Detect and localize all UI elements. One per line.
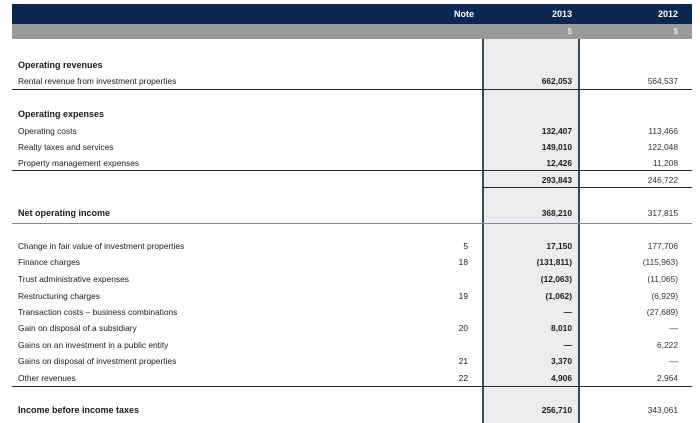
year-2012-header: 2012 — [657, 9, 678, 19]
row-label: Property management expenses — [18, 158, 140, 168]
row-label: Other revenues — [18, 373, 76, 383]
income-before-taxes-2012: 343,061 — [647, 405, 678, 415]
unit-2012: $ — [673, 27, 678, 36]
noi-2013: 368,210 — [541, 208, 572, 218]
section-rule — [12, 223, 692, 224]
net-operating-income-label: Net operating income — [18, 208, 111, 218]
row-value-2013: 149,010 — [541, 142, 572, 152]
row-note: 20 — [458, 323, 468, 333]
row-value-2013: 132,407 — [541, 126, 572, 136]
row-value-2013: 4,906 — [551, 373, 572, 383]
operating-expenses-heading: Operating expenses — [18, 109, 105, 119]
row-label: Realty taxes and services — [18, 142, 114, 152]
row-value-2012: — — [669, 323, 678, 333]
section-rule — [12, 89, 692, 90]
row-value-2012: 122,048 — [647, 142, 678, 152]
row-label: Gains on disposal of investment properties — [18, 356, 177, 366]
row-label: Gain on disposal of a subsidiary — [18, 323, 137, 333]
income-before-taxes-2013: 256,710 — [541, 405, 572, 415]
row-value-2013: 12,426 — [546, 158, 572, 168]
income-before-taxes-label: Income before income taxes — [18, 405, 140, 415]
row-label: Change in fair value of investment properties — [18, 241, 185, 251]
row-note: 22 — [458, 373, 468, 383]
operating-revenues-heading: Operating revenues — [18, 60, 103, 70]
row-note: 21 — [458, 356, 468, 366]
row-value-2012: 6,222 — [657, 340, 678, 350]
unit-2013: $ — [567, 27, 572, 36]
row-label: Transaction costs – business combinations — [18, 307, 178, 317]
row-note: 5 — [463, 241, 468, 251]
row-label: Gains on an investment in a public entity — [18, 340, 169, 350]
year-2013-header: 2013 — [551, 9, 572, 19]
row-value-2013: — — [563, 307, 572, 317]
opex-total-2013: 293,843 — [541, 175, 572, 185]
row-value-2013: 662,053 — [541, 76, 572, 86]
row-value-2013: (131,811) — [536, 257, 572, 267]
row-value-2013: — — [563, 340, 572, 350]
row-value-2012: (11,065) — [647, 274, 678, 284]
row-label: Rental revenue from investment properties — [18, 76, 177, 86]
row-note: 19 — [458, 291, 468, 301]
row-label: Restructuring charges — [18, 291, 100, 301]
row-value-2012: (115,963) — [642, 257, 678, 267]
row-value-2013: (1,062) — [545, 291, 572, 301]
row-value-2012: 113,466 — [648, 126, 678, 136]
row-label: Trust administrative expenses — [18, 274, 129, 284]
row-note: 18 — [458, 257, 468, 267]
section-rule — [12, 170, 692, 171]
row-value-2012: — — [669, 356, 678, 366]
row-label: Operating costs — [18, 126, 77, 136]
row-value-2013: 17,150 — [546, 241, 572, 251]
row-value-2013: (12,063) — [540, 274, 572, 284]
row-value-2012: 11,208 — [653, 158, 678, 168]
section-rule — [12, 386, 692, 387]
noi-2012: 317,815 — [647, 208, 678, 218]
row-value-2013: 3,370 — [551, 356, 572, 366]
row-value-2012: (6,929) — [651, 291, 678, 301]
note-column-header: Note — [454, 9, 474, 19]
row-value-2012: 564,537 — [647, 76, 678, 86]
opex-total-2012: 246,722 — [647, 175, 678, 185]
row-value-2012: 177,706 — [647, 241, 678, 251]
row-value-2012: (27,689) — [646, 307, 678, 317]
row-value-2012: 2,964 — [657, 373, 678, 383]
subtotal-rule — [482, 187, 692, 188]
row-value-2013: 8,010 — [551, 323, 572, 333]
row-label: Finance charges — [18, 257, 80, 267]
